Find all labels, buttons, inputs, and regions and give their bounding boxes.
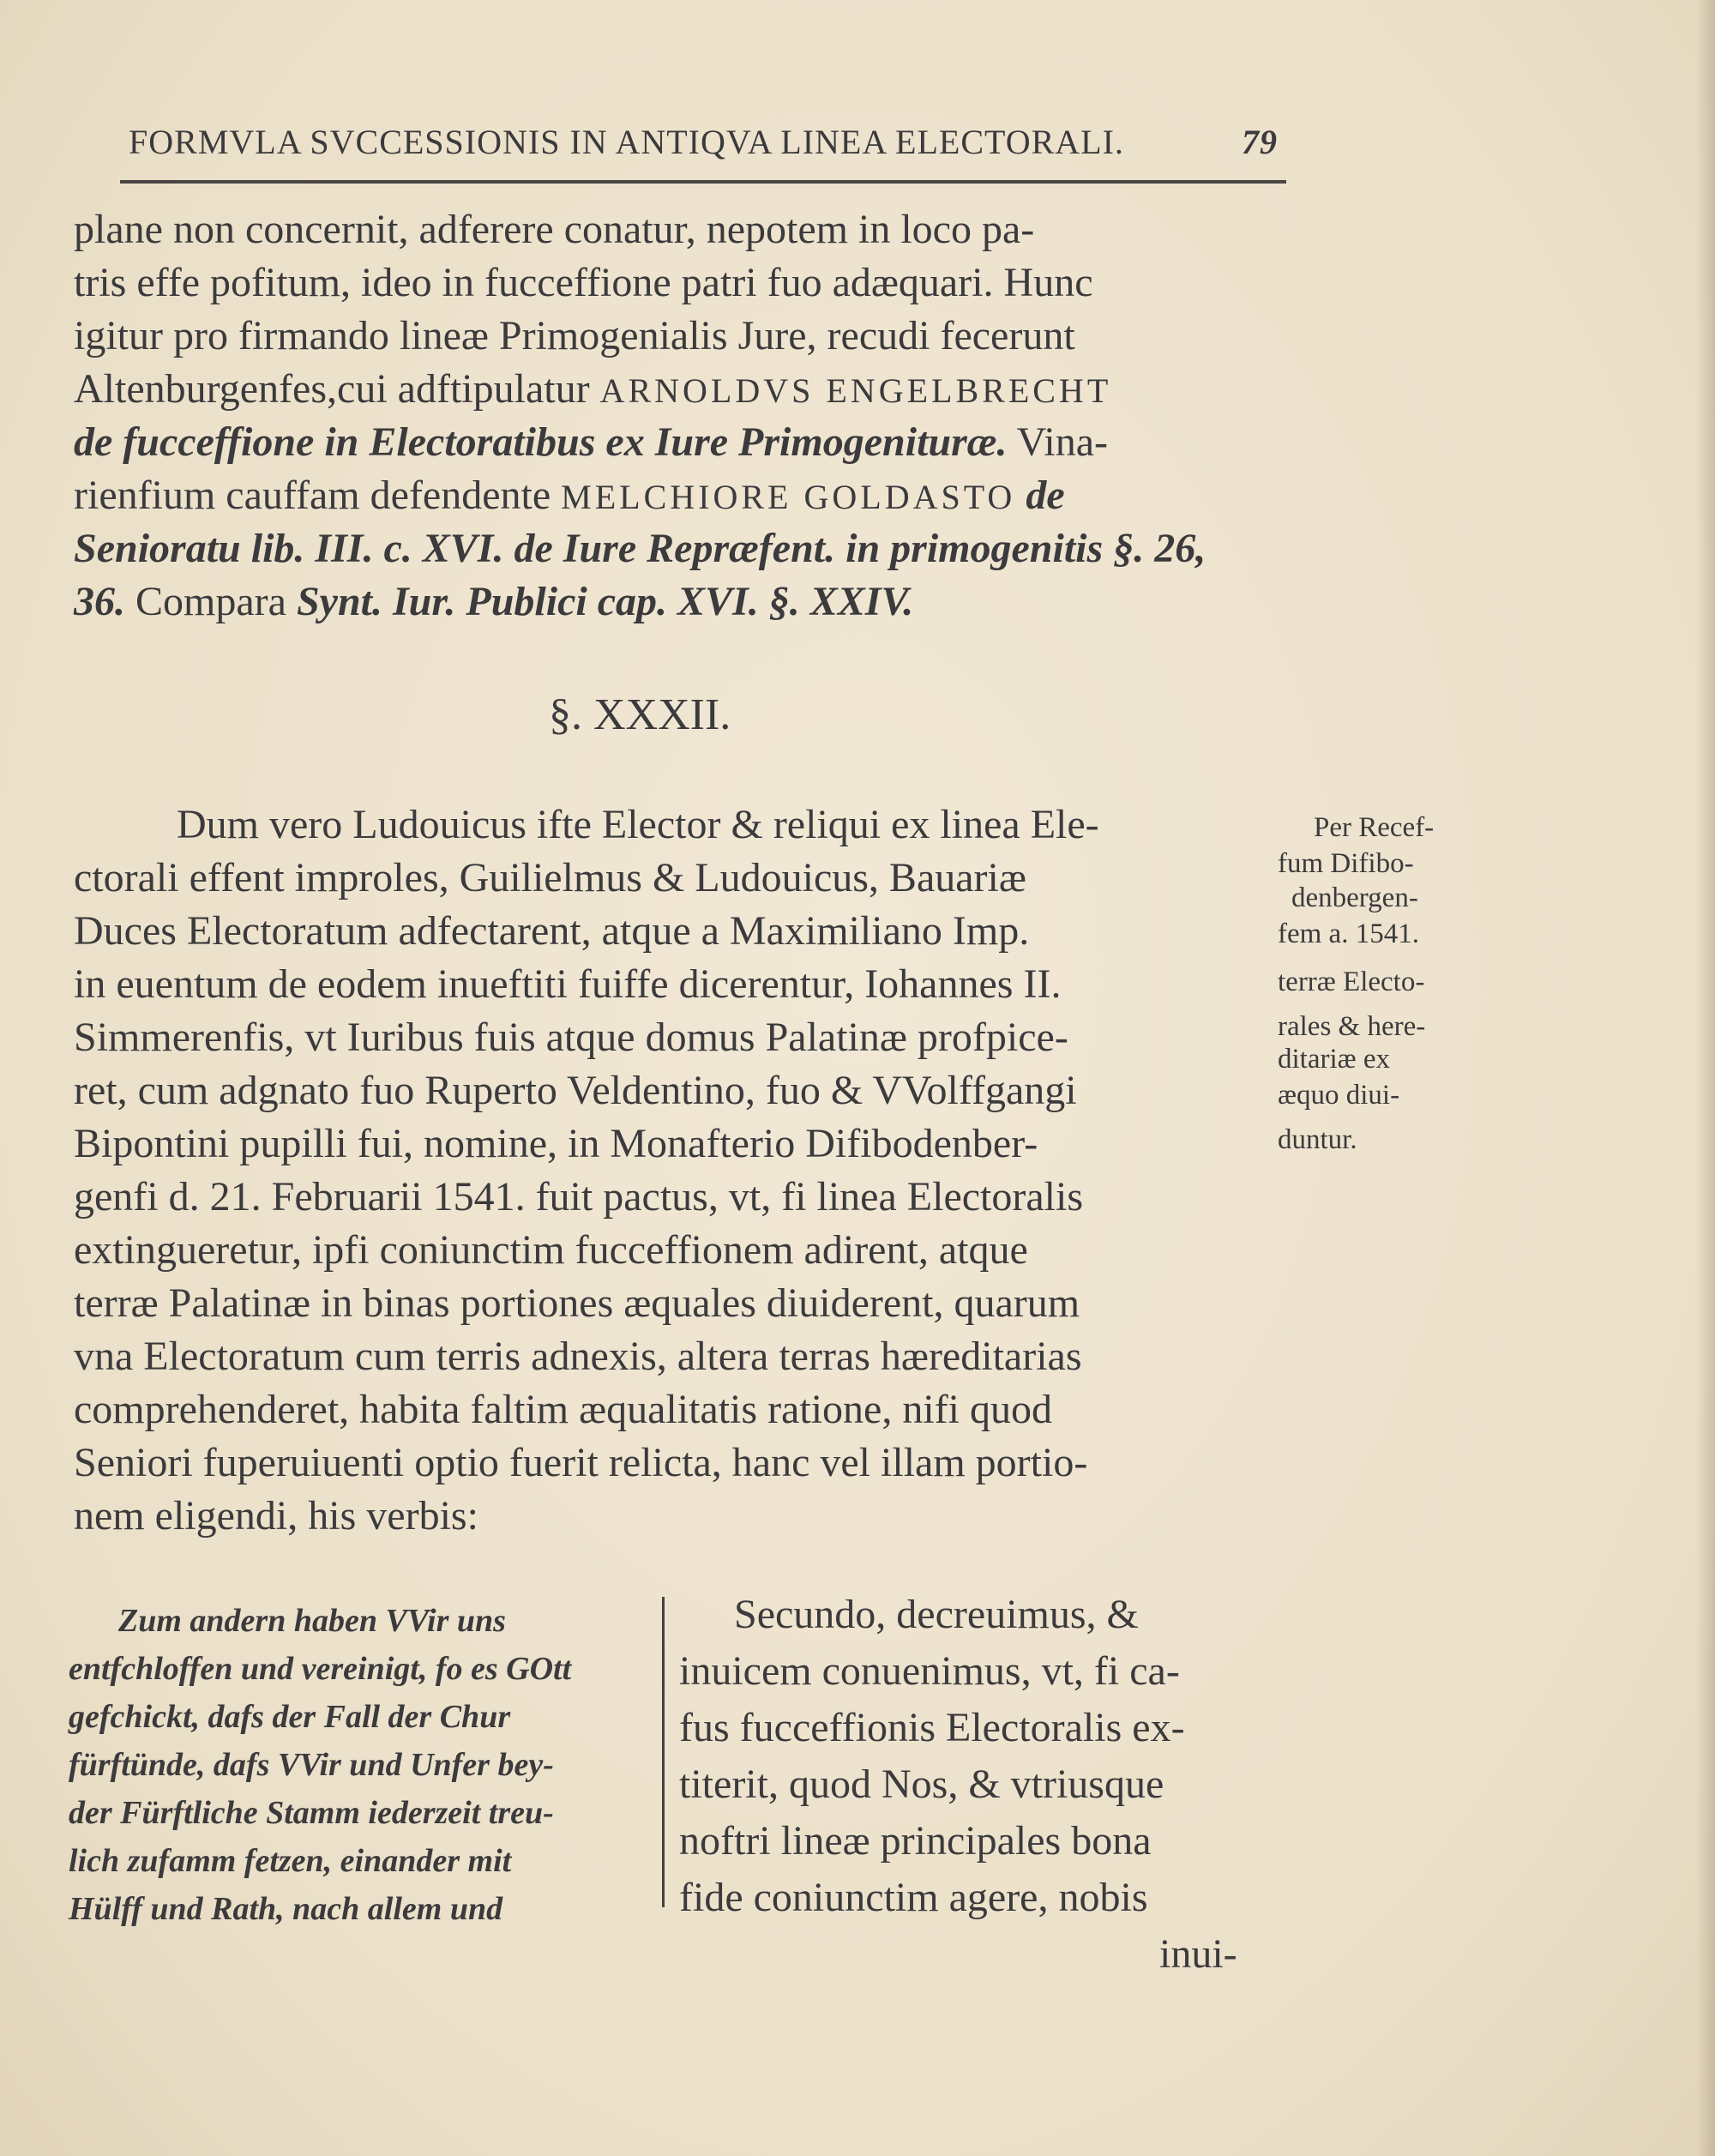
latin-text-line: Secundo, decreuimus, & (734, 1592, 1139, 1637)
page-number: 79 (1242, 123, 1278, 161)
text-line: Seniori fuperuiuenti optio fuerit relicta, hanc vel illam portio- (74, 1440, 1088, 1485)
text-line: nem eligendi, his verbis: (74, 1493, 478, 1539)
text-line: Dum vero Ludouicus ifte Elector & reliqui ex linea Ele- (177, 802, 1099, 847)
latin-text-line: inuicem conuenimus, vt, fi ca- (679, 1648, 1180, 1694)
marginal-note-line: æquo diui- (1278, 1080, 1400, 1111)
marginal-note-line: fum Difibo- (1278, 848, 1414, 879)
text-line (74, 364, 1111, 417)
citation-title: de fucceffione in Electoratibus ex Iure Primogenituræ. (74, 419, 1008, 465)
citation-title: Synt. Iur. Publici cap. XVI. (296, 579, 759, 624)
latin-text-line: fide coniunctim agere, nobis (679, 1875, 1148, 1920)
text-line: Bipontini pupilli fui, nomine, in Monafterio Difibodenber- (74, 1121, 1038, 1166)
text-run: §. 26, (1103, 526, 1207, 571)
text-run: de (1015, 473, 1065, 518)
text-line: comprehenderet, habita faltim æqualitatis ratione, nifi quod (74, 1387, 1052, 1432)
catchword: inui- (1159, 1931, 1237, 1977)
marginal-note-line: fem a. 1541. (1278, 918, 1419, 949)
marginal-note-line: Per Recef- (1314, 812, 1435, 843)
text-run: §. XXIV. (758, 579, 914, 624)
marginal-note-line: terræ Electo- (1278, 967, 1425, 997)
marginal-note-line: duntur. (1278, 1124, 1357, 1155)
german-text-line: Zum andern haben VVir uns (118, 1603, 506, 1639)
citation-title: Senioratu lib. III. c. XVI. de Iure Repræfent. in primogenitis (74, 526, 1104, 571)
marginal-note-line: ditariæ ex (1278, 1044, 1391, 1075)
text-run: rienfium cauffam defendente (74, 473, 562, 518)
text-line: ret, cum adgnato fuo Ruperto Veldentino, fuo & VVolffgangi (74, 1068, 1077, 1113)
text-line (74, 470, 1065, 523)
text-line: extingueretur, ipfi coniunctim fucceffionem adirent, atque (74, 1227, 1028, 1273)
text-line: genfi d. 21. Februarii 1541. fuit pactus, vt, fi linea Electoralis (74, 1174, 1084, 1220)
marginal-note-line: denbergen- (1291, 882, 1418, 913)
marginal-note-line: rales & here- (1278, 1011, 1426, 1042)
german-text-line: der Fürftliche Stamm iederzeit treu- (69, 1795, 554, 1831)
author-name: ARNOLDVS ENGELBRECHT (599, 371, 1112, 410)
text-line (74, 523, 1206, 575)
section-heading: §. XXXII. (549, 690, 731, 739)
latin-text-line: titerit, quod Nos, & vtriusque (679, 1762, 1164, 1807)
text-line: Simmerenfis, vt Iuribus fuis atque domus Palatinæ profpice- (74, 1015, 1068, 1060)
text-run: Vina- (1007, 419, 1108, 465)
latin-text-line: noftri lineæ principales bona (679, 1818, 1152, 1864)
text-run: igitur pro firmando lineæ Primogenialis Jure, recudi fecerunt (74, 313, 1075, 358)
text-run: Compara (125, 579, 297, 624)
text-line: in euentum de eodem inueftiti fuiffe dicerentur, Iohannes II. (74, 961, 1062, 1007)
text-line (74, 417, 1108, 468)
german-text-line: entfchloffen und vereinigt, fo es GOtt (69, 1651, 572, 1687)
german-text-line: Hülff und Rath, nach allem und (69, 1891, 503, 1927)
text-line: ctorali effent improles, Guilielmus & Ludouicus, Bauariæ (74, 855, 1026, 900)
text-run: Altenburgenfes,cui adftipulatur (74, 366, 600, 412)
german-text-line: gefchickt, dafs der Fall der Chur (69, 1699, 511, 1735)
text-line: Duces Electoratum adfectarent, atque a Maximiliano Imp. (74, 908, 1030, 954)
german-text-line: fürftünde, dafs VVir und Unfer bey- (69, 1747, 554, 1783)
text-line (74, 310, 1075, 362)
author-name: MELCHIORE GOLDASTO (561, 478, 1016, 516)
running-head (129, 122, 1278, 162)
text-line (74, 576, 913, 628)
text-run: tris effe pofitum, ideo in fucceffione patri fuo adæquari. Hunc (74, 260, 1093, 305)
text-run: plane non concernit, adferere conatur, nepotem in loco pa- (74, 207, 1035, 252)
column-divider (662, 1597, 665, 1907)
text-line: vna Electoratum cum terris adnexis, altera terras hæreditarias (74, 1334, 1082, 1379)
page-edge-shadow (1696, 0, 1715, 2156)
text-line: terræ Palatinæ in binas portiones æquales diuiderent, quarum (74, 1280, 1080, 1326)
text-run: 36. (74, 579, 125, 624)
header-rule (120, 180, 1286, 184)
text-line (74, 257, 1093, 309)
latin-text-line: fus fucceffionis Electoralis ex- (679, 1705, 1185, 1750)
german-text-line: lich zufamm fetzen, einander mit (69, 1843, 512, 1879)
running-title: FORMVLA SVCCESSIONIS IN ANTIQVA LINEA ELECTORALI. (129, 123, 1124, 161)
text-line (74, 204, 1034, 256)
